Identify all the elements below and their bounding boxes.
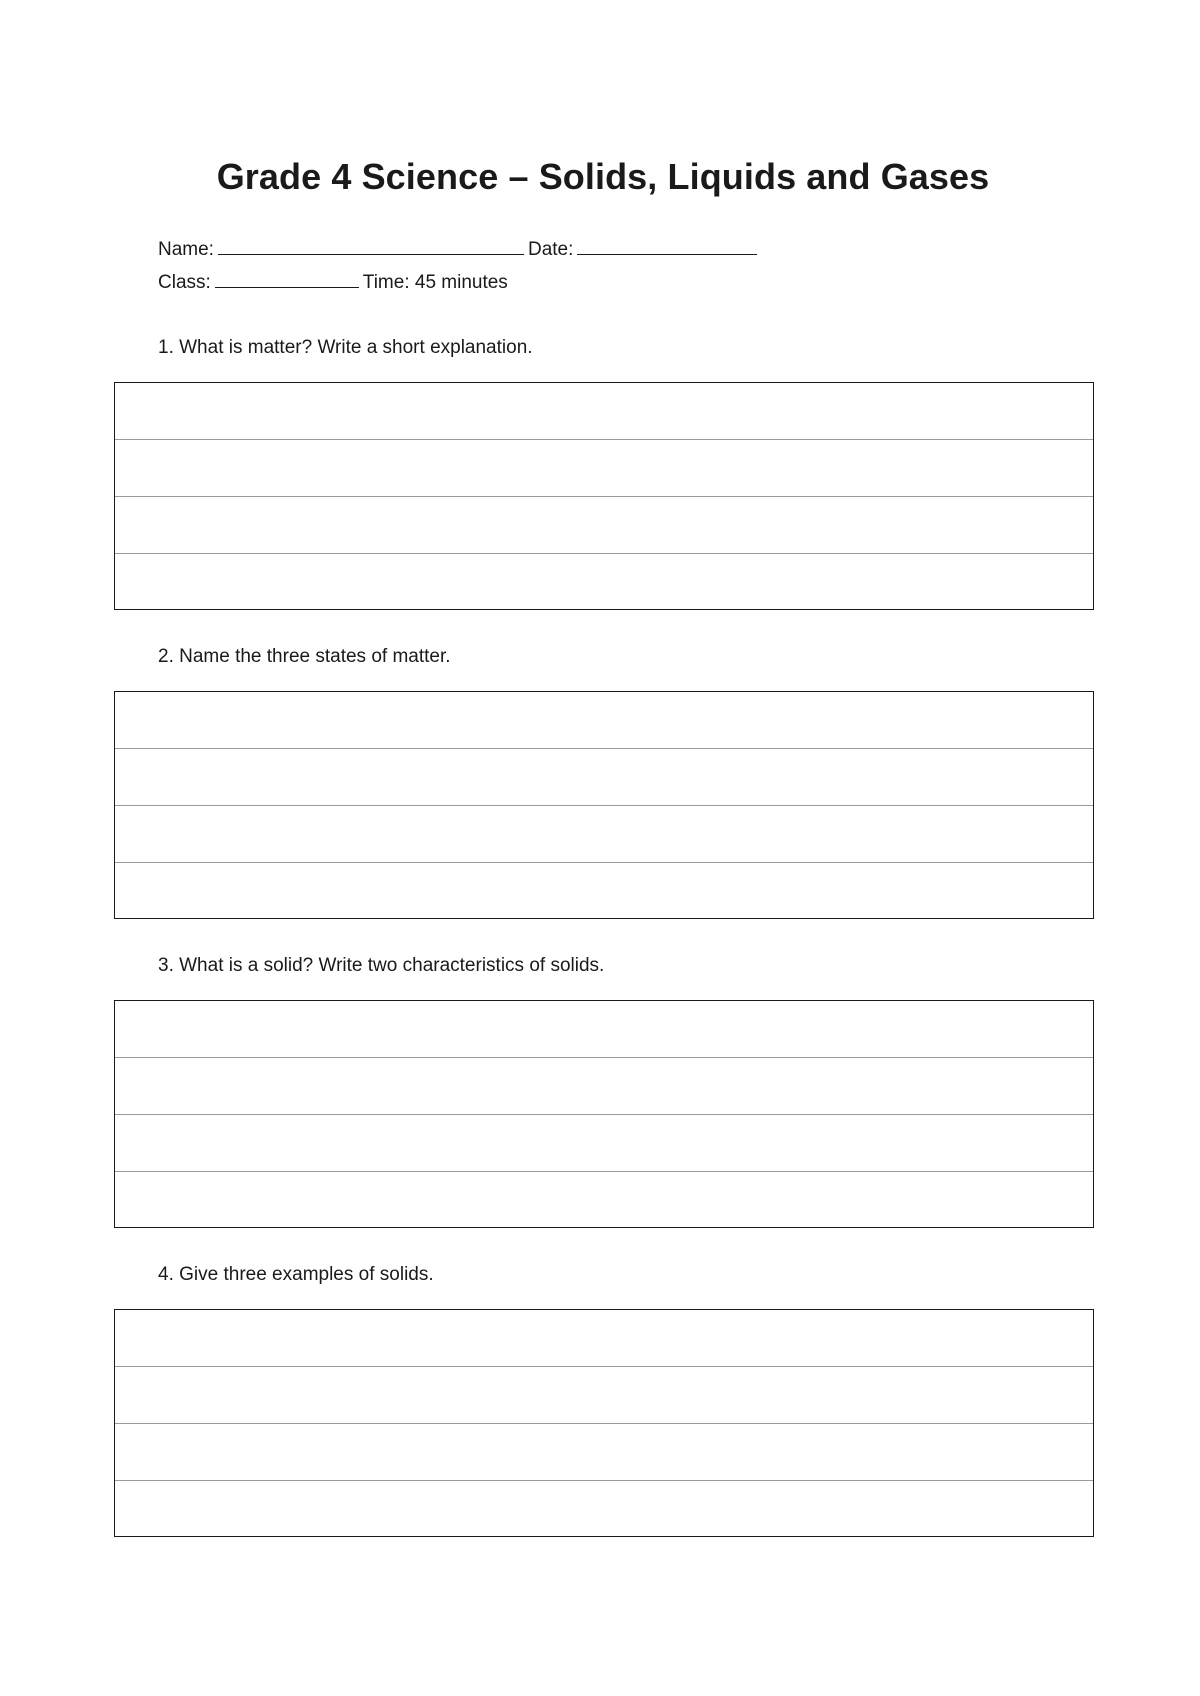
answer-line[interactable] xyxy=(115,1058,1093,1115)
answer-line[interactable] xyxy=(115,1367,1093,1424)
answer-line[interactable] xyxy=(115,554,1093,611)
answer-line[interactable] xyxy=(115,863,1093,920)
answer-line[interactable] xyxy=(115,1424,1093,1481)
page-title: Grade 4 Science – Solids, Liquids and Gases xyxy=(216,156,990,197)
name-date-line xyxy=(158,236,761,262)
name-label: Name: xyxy=(158,239,214,260)
answer-box-3[interactable] xyxy=(114,1000,1094,1228)
answer-line[interactable] xyxy=(115,749,1093,806)
date-field[interactable] xyxy=(577,236,757,255)
answer-box-2[interactable] xyxy=(114,691,1094,919)
answer-line[interactable] xyxy=(115,1172,1093,1229)
time-text: Time: 45 minutes xyxy=(362,272,508,293)
question-2: 2. Name the three states of matter. xyxy=(158,646,451,667)
question-1: 1. What is matter? Write a short explanation. xyxy=(158,337,533,358)
answer-line[interactable] xyxy=(115,383,1093,440)
answer-box-1[interactable] xyxy=(114,382,1094,610)
question-3: 3. What is a solid? Write two characteristics of solids. xyxy=(158,955,605,976)
answer-line[interactable] xyxy=(115,1310,1093,1367)
answer-line[interactable] xyxy=(115,806,1093,863)
answer-line[interactable] xyxy=(115,1001,1093,1058)
answer-line[interactable] xyxy=(115,692,1093,749)
answer-box-4[interactable] xyxy=(114,1309,1094,1537)
class-field[interactable] xyxy=(215,269,359,288)
question-4: 4. Give three examples of solids. xyxy=(158,1264,434,1285)
answer-line[interactable] xyxy=(115,1115,1093,1172)
class-label: Class: xyxy=(158,272,211,293)
class-time-line xyxy=(158,269,508,295)
answer-line[interactable] xyxy=(115,440,1093,497)
name-field[interactable] xyxy=(218,236,524,255)
answer-line[interactable] xyxy=(115,1481,1093,1538)
answer-line[interactable] xyxy=(115,497,1093,554)
date-label: Date: xyxy=(527,239,574,260)
